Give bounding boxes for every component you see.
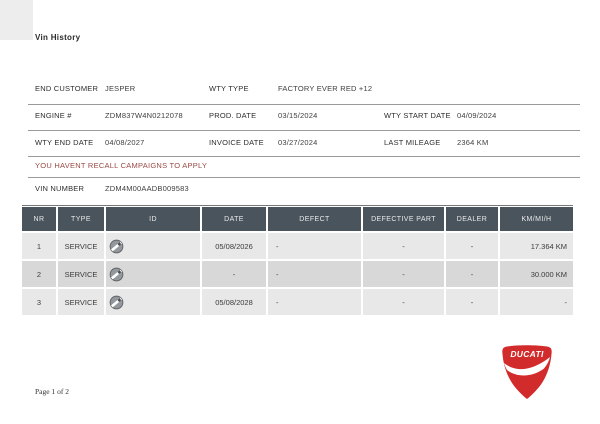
cell-dealer: -: [446, 233, 498, 259]
divider: [28, 156, 580, 157]
cell-type: SERVICE: [58, 261, 104, 287]
header-cell-defective-part: DEFECTIVE PART: [363, 207, 444, 231]
wty-end-date-label: WTY END DATE: [35, 138, 94, 147]
edit-icon[interactable]: [109, 295, 124, 310]
engine-number-label: ENGINE #: [35, 111, 72, 120]
cell-id: [106, 233, 200, 259]
page-title: Vin History: [35, 33, 81, 42]
table-row: [22, 261, 573, 287]
engine-number-value: ZDM837W4N0212078: [105, 111, 183, 120]
cell-defective-part: -: [363, 289, 444, 315]
invoice-date-value: 03/27/2024: [278, 138, 318, 147]
cell-nr: 3: [22, 289, 56, 315]
cell-nr: 2: [22, 261, 56, 287]
cell-defect: -: [268, 233, 361, 259]
divider: [28, 104, 580, 105]
cell-date: 05/08/2026: [202, 233, 266, 259]
cell-date: 05/08/2028: [202, 289, 266, 315]
cell-nr: 1: [22, 233, 56, 259]
header-cell-nr: NR: [22, 207, 56, 231]
header-cell-id: ID: [106, 207, 200, 231]
cell-id: [106, 261, 200, 287]
table-row: [22, 289, 573, 315]
wty-type-label: WTY TYPE: [209, 84, 249, 93]
ducati-logo-text: DUCATI: [510, 349, 544, 359]
header-cell-type: TYPE: [58, 207, 104, 231]
edit-icon[interactable]: [109, 267, 124, 282]
prod-date-value: 03/15/2024: [278, 111, 318, 120]
cell-defective-part: -: [363, 233, 444, 259]
cell-type: SERVICE: [58, 289, 104, 315]
wty-start-date-label: WTY START DATE: [384, 111, 451, 120]
divider: [28, 130, 580, 131]
table-header-row: [22, 207, 573, 231]
wty-end-date-value: 04/08/2027: [105, 138, 145, 147]
wty-start-date-value: 04/09/2024: [457, 111, 497, 120]
prod-date-label: PROD. DATE: [209, 111, 257, 120]
cell-dealer: -: [446, 261, 498, 287]
ducati-logo-icon: [501, 344, 553, 400]
last-mileage-value: 2364 KM: [457, 138, 489, 147]
wty-type-value: FACTORY EVER RED +12: [278, 84, 373, 93]
table-row: [22, 233, 573, 259]
cell-km: 17.364 KM: [500, 233, 573, 259]
vin-number-label: VIN NUMBER: [35, 184, 85, 193]
header-cell-dealer: DEALER: [446, 207, 498, 231]
recall-notice: YOU HAVENT RECALL CAMPAIGNS TO APPLY: [35, 161, 208, 170]
divider: [22, 205, 573, 206]
header-cell-km: KM/MI/H: [500, 207, 573, 231]
cell-defective-part: -: [363, 261, 444, 287]
cell-km: -: [500, 289, 573, 315]
header-cell-date: DATE: [202, 207, 266, 231]
cell-date: -: [202, 261, 266, 287]
cell-dealer: -: [446, 289, 498, 315]
end-customer-value: JESPER: [105, 84, 136, 93]
page-number: Page 1 of 2: [35, 387, 69, 396]
invoice-date-label: INVOICE DATE: [209, 138, 264, 147]
cell-id: [106, 289, 200, 315]
edit-icon[interactable]: [109, 239, 124, 254]
cell-type: SERVICE: [58, 233, 104, 259]
header-cell-defect: DEFECT: [268, 207, 361, 231]
end-customer-label: END CUSTOMER: [35, 84, 99, 93]
divider: [28, 177, 580, 178]
service-history-table: [22, 207, 573, 317]
vin-number-value: ZDM4M00AADB009583: [105, 184, 189, 193]
last-mileage-label: LAST MILEAGE: [384, 138, 441, 147]
cell-defect: -: [268, 261, 361, 287]
cell-km: 30.000 KM: [500, 261, 573, 287]
scan-artifact: [0, 0, 33, 40]
cell-defect: -: [268, 289, 361, 315]
